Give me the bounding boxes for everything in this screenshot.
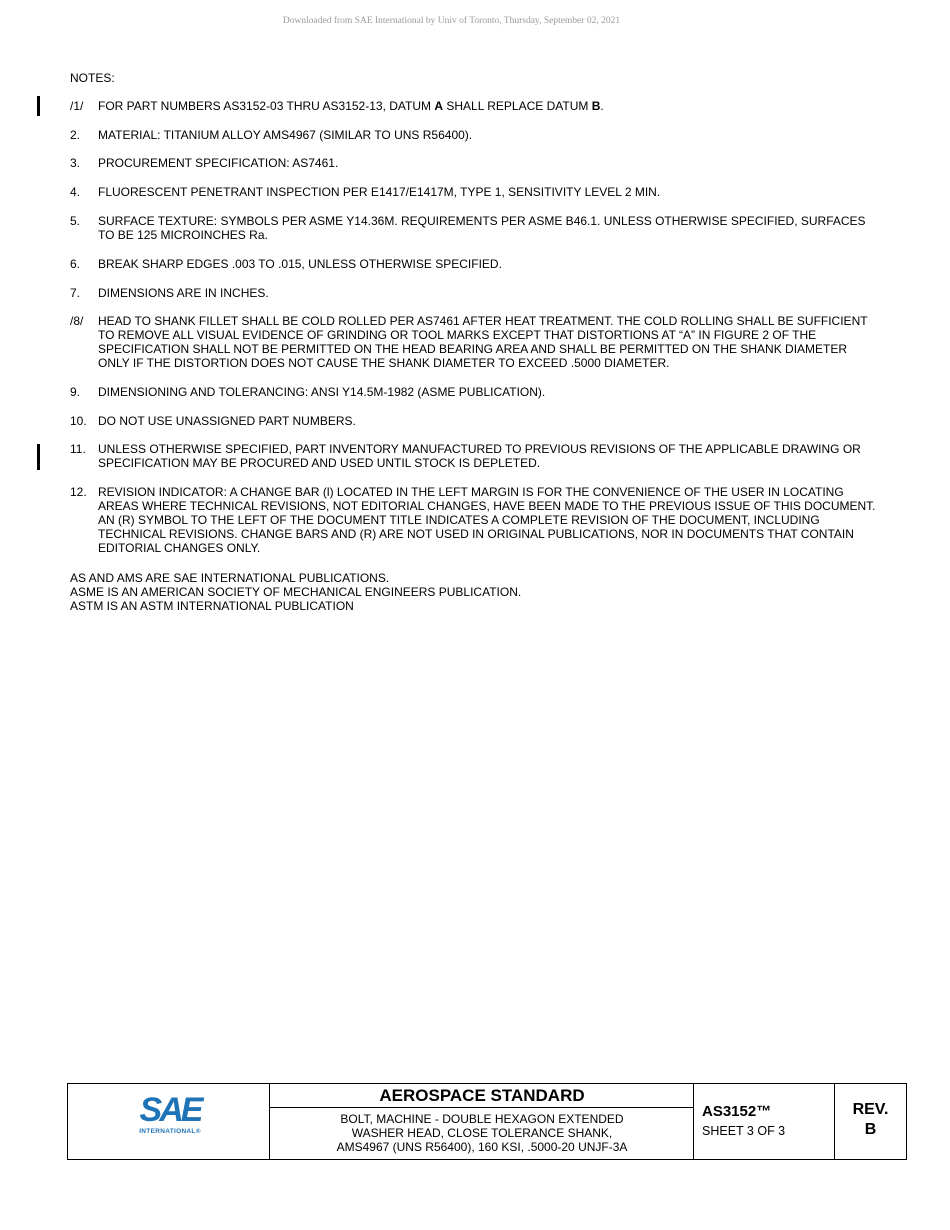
note-text: MATERIAL: TITANIUM ALLOY AMS4967 (SIMILAR TO UNS R56400). — [98, 128, 473, 142]
note-text: BREAK SHARP EDGES .003 TO .015, UNLESS OTHERWISE SPECIFIED. — [98, 257, 502, 271]
note-text: DIMENSIONING AND TOLERANCING: ANSI Y14.5M-1982 (ASME PUBLICATION). — [98, 385, 546, 399]
note-number: 6. — [70, 257, 81, 271]
title-block — [67, 1083, 907, 1160]
download-watermark: Downloaded from SAE International by Univ of Toronto, Thursday, September 02, 2021 — [282, 16, 621, 26]
note-8 — [70, 314, 880, 370]
note-number: 3. — [70, 156, 81, 170]
note-11 — [70, 442, 880, 470]
document-number-cell — [694, 1084, 835, 1159]
standard-title: AEROSPACE STANDARD — [270, 1084, 694, 1108]
publication-line: ASME IS AN AMERICAN SOCIETY OF MECHANICAL ENGINEERS PUBLICATION. — [70, 585, 522, 599]
note-number: 2. — [70, 128, 81, 142]
note-text: FOR PART NUMBERS AS3152-03 THRU AS3152-13, DATUM A SHALL REPLACE DATUM B. — [98, 99, 604, 113]
document-number: AS3152™ — [702, 1103, 772, 1120]
sae-logo-icon: SAE — [139, 1091, 201, 1129]
note-5 — [70, 214, 880, 242]
datum-b: B — [591, 99, 601, 113]
note-text: UNLESS OTHERWISE SPECIFIED, PART INVENTORY MANUFACTURED TO PREVIOUS REVISIONS OF THE APPLICABLE DRAWING OR SPECIFICATION MAY BE PROCURED AND USED UNTIL STOCK IS DEPLETED. — [98, 442, 861, 470]
publication-line: ASTM IS AN ASTM INTERNATIONAL PUBLICATION — [70, 599, 354, 613]
note-text: PROCUREMENT SPECIFICATION: AS7461. — [98, 156, 339, 170]
revision-value: B — [864, 1121, 877, 1138]
note-text: DO NOT USE UNASSIGNED PART NUMBERS. — [98, 414, 356, 428]
logo-cell — [68, 1084, 270, 1159]
change-bar-note-1 — [37, 96, 40, 116]
note-text: HEAD TO SHANK FILLET SHALL BE COLD ROLLED PER AS7461 AFTER HEAT TREATMENT. THE COLD ROLLING SHALL BE SUFFICIENT TO REMOVE ALL VISUAL EVIDENCE OF GRINDING OR TOOL MARKS EXCEPT THAT DISTORTIONS AT “A” IN FIGURE 2 OF THE SPECIFICATION SHALL NOT BE PERMITTED ON THE HEAD BEARING AREA AND SHALL BE PERMITTED ON THE SHANK DIAMETER ONLY IF THE DISTORTION DOES NOT CAUSE THE SHANK DIAMETER TO EXCEED .5000 DIAMETER. — [98, 314, 868, 370]
note-4 — [70, 185, 880, 199]
sheet-info: SHEET 3 OF 3 — [702, 1124, 786, 1138]
note-number: 7. — [70, 286, 81, 300]
description-line: BOLT, MACHINE - DOUBLE HEXAGON EXTENDED — [340, 1112, 624, 1126]
note-number: 12. — [70, 485, 87, 499]
description-line: AMS4967 (UNS R56400), 160 KSI, .5000-20 UNJF-3A — [336, 1140, 628, 1154]
datum-a: A — [434, 99, 444, 113]
note-12 — [70, 485, 880, 555]
note-number: 11. — [70, 442, 86, 456]
note-number: 9. — [70, 385, 81, 399]
part-description — [270, 1112, 694, 1154]
revision-cell — [835, 1084, 906, 1159]
title-cell — [270, 1084, 694, 1159]
note-number: 4. — [70, 185, 81, 199]
note-number: /8/ — [70, 314, 84, 328]
note-6 — [70, 257, 880, 271]
note-3 — [70, 156, 880, 170]
change-bar-note-11 — [37, 444, 40, 470]
notes-heading: NOTES: — [70, 71, 115, 85]
revision-label: REV. — [852, 1101, 889, 1118]
note-10 — [70, 414, 880, 428]
publication-line: AS AND AMS ARE SAE INTERNATIONAL PUBLICATIONS. — [70, 571, 390, 585]
note-text: FLUORESCENT PENETRANT INSPECTION PER E1417/E1417M, TYPE 1, SENSITIVITY LEVEL 2 MIN. — [98, 185, 661, 199]
note-7 — [70, 286, 880, 300]
description-line: WASHER HEAD, CLOSE TOLERANCE SHANK, — [351, 1126, 613, 1140]
note-1 — [70, 99, 880, 113]
note-number: 5. — [70, 214, 81, 228]
note-number: /1/ — [70, 99, 84, 113]
note-text: SURFACE TEXTURE: SYMBOLS PER ASME Y14.36M. REQUIREMENTS PER ASME B46.1. UNLESS OTHERWISE SPECIFIED, SURFACES TO BE 125 MICROINCHES Ra. — [98, 214, 866, 242]
note-text: DIMENSIONS ARE IN INCHES. — [98, 286, 269, 300]
note-number: 10. — [70, 414, 87, 428]
note-text: REVISION INDICATOR: A CHANGE BAR (l) LOCATED IN THE LEFT MARGIN IS FOR THE CONVENIENCE OF THE USER IN LOCATING AREAS WHERE TECHNICAL REVISIONS, NOT EDITORIAL CHANGES, HAVE BEEN MADE TO THE PREVIOUS ISSUE OF THIS DOCUMENT. AN (R) SYMBOL TO THE LEFT OF THE DOCUMENT TITLE INDICATES A COMPLETE REVISION OF THE DOCUMENT, INCLUDING TECHNICAL REVISIONS. CHANGE BARS AND (R) ARE NOT USED IN ORIGINAL PUBLICATIONS, NOR IN DOCUMENTS THAT CONTAIN EDITORIAL CHANGES ONLY. — [98, 485, 876, 555]
note-2 — [70, 128, 880, 142]
sae-logo-subtitle: INTERNATIONAL® — [139, 1128, 201, 1135]
note-9 — [70, 385, 880, 399]
publication-references — [70, 571, 521, 613]
